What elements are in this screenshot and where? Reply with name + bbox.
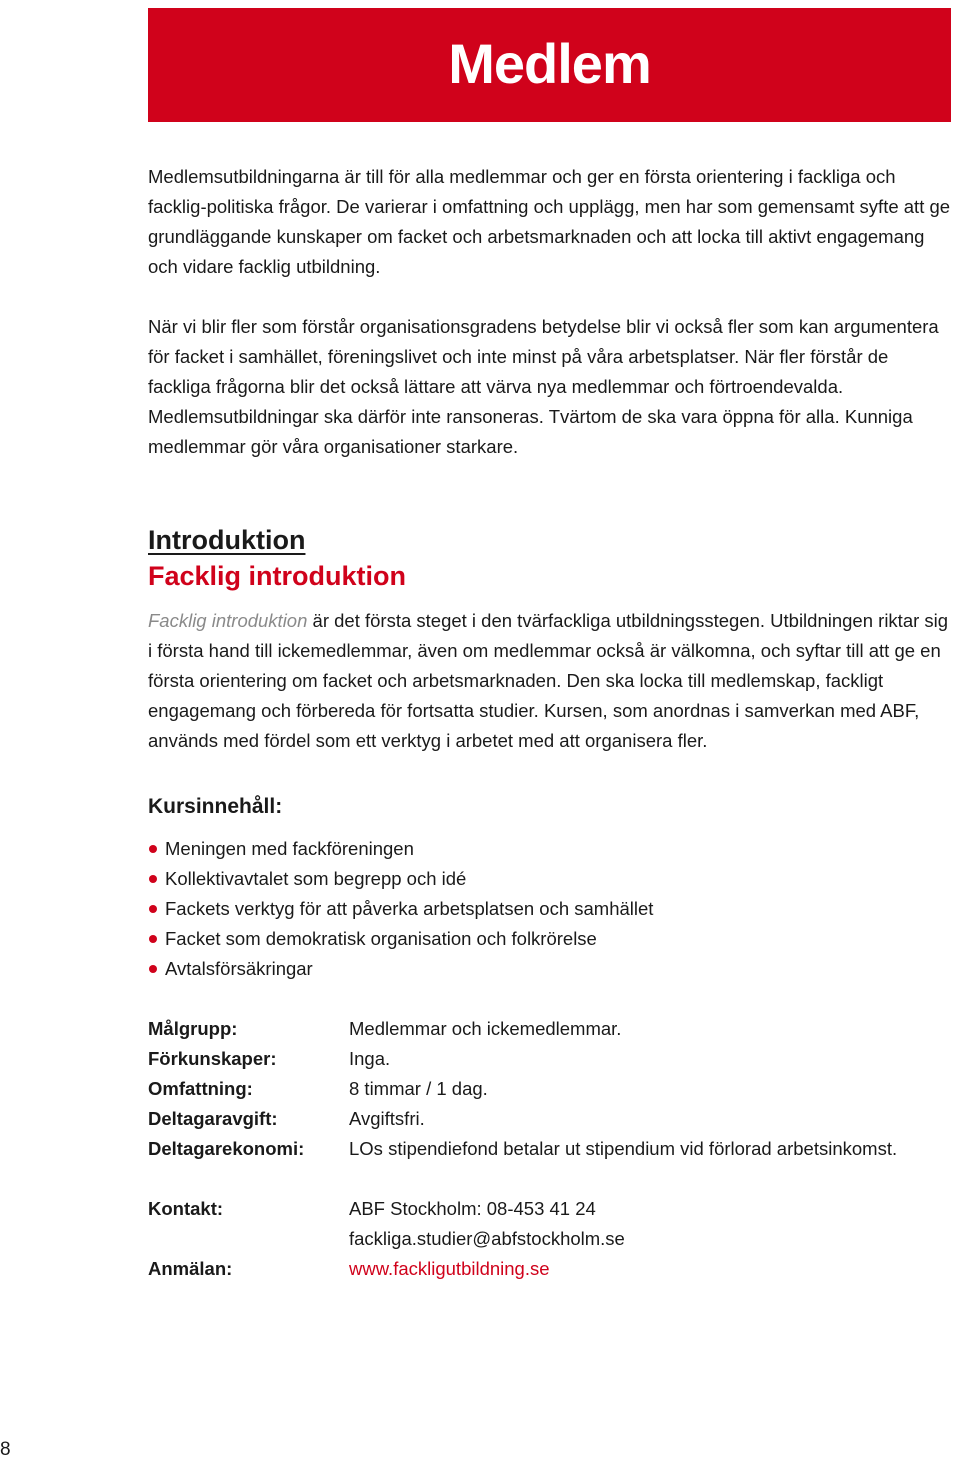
page-number: 8 — [0, 1439, 11, 1460]
bullet-icon — [149, 935, 157, 943]
course-info-table — [148, 1014, 897, 1284]
info-row — [148, 1104, 897, 1134]
registration-row — [148, 1254, 897, 1284]
info-value: 8 timmar / 1 dag. — [349, 1078, 488, 1099]
info-row — [148, 1134, 897, 1164]
info-row — [148, 1014, 897, 1044]
section-heading: Introduktion — [148, 525, 306, 555]
course-description-text: är det första steget i den tvärfackliga utbildningsstegen. Utbildningen riktar sig i första hand till ickemedlemmar, även om medlemmar också är välkomna, och syftar till att ge en första orientering om facket och arbetsmarknaden. Den ska locka till medlemskap, fackligt engagemang och förbereda för fortsatta studier. Kursen, som anordnas i samverkan med ABF, används med fördel som ett verktyg i arbetet med att organisera fler. — [148, 610, 949, 751]
contact-email-row — [148, 1224, 897, 1254]
list-item: Facket som demokratisk organisation och folkrörelse — [148, 924, 954, 954]
registration-link[interactable]: www.fackligutbildning.se — [349, 1258, 550, 1279]
contact-label: Kontakt: — [148, 1198, 224, 1219]
course-content-list — [148, 834, 954, 984]
intro-paragraph-2: När vi blir fler som förstår organisationsgradens betydelse blir vi också fler som kan argumentera för facket i samhället, föreningslivet och inte minst på våra arbetsplatser. När fler förstår de fackliga frågorna blir det också lättare att värva nya medlemmar och förtroendevalda. Medlemsutbildningar ska därför inte ransoneras. Tvärtom de ska vara öppna för alla. Kunniga medlemmar gör våra organisationer starkare. — [148, 316, 939, 457]
info-row — [148, 1044, 897, 1074]
intro-paragraph-1: Medlemsutbildningarna är till för alla medlemmar och ger en första orientering i fackliga och facklig-politiska frågor. De varierar i omfattning och upplägg, men har som gemensamt syfte att ge grundläggande kunskaper om facket och arbetsmarknaden och att locka till aktivt engagemang och vidare facklig utbildning. — [148, 166, 951, 277]
course-name-inline: Facklig introduktion — [148, 610, 308, 631]
list-item: Avtalsförsäkringar — [148, 954, 954, 984]
info-label: Målgrupp: — [148, 1018, 238, 1039]
course-content-heading: Kursinnehåll: — [148, 795, 283, 818]
info-label: Deltagarekonomi: — [148, 1138, 305, 1159]
course-title: Facklig introduktion — [148, 561, 407, 591]
list-item: Meningen med fackföreningen — [148, 834, 954, 864]
spacer-row — [148, 1164, 897, 1194]
contact-email[interactable]: fackliga.studier@abfstockholm.se — [349, 1228, 625, 1249]
page-title: Medlem — [448, 32, 651, 95]
bullet-icon — [149, 875, 157, 883]
main-content — [148, 162, 954, 1284]
info-label: Förkunskaper: — [148, 1048, 277, 1069]
list-item: Kollektivavtalet som begrepp och idé — [148, 864, 954, 894]
info-value: Avgiftsfri. — [349, 1108, 425, 1129]
info-value: LOs stipendiefond betalar ut stipendium vid förlorad arbetsinkomst. — [349, 1138, 898, 1159]
contact-phone: ABF Stockholm: 08-453 41 24 — [349, 1198, 596, 1219]
info-label: Omfattning: — [148, 1078, 253, 1099]
registration-label: Anmälan: — [148, 1258, 233, 1279]
title-banner — [148, 8, 951, 122]
contact-row — [148, 1194, 897, 1224]
bullet-icon — [149, 845, 157, 853]
info-row — [148, 1074, 897, 1104]
info-value: Inga. — [349, 1048, 391, 1069]
list-item: Fackets verktyg för att påverka arbetsplatsen och samhället — [148, 894, 954, 924]
course-description — [148, 606, 954, 756]
bullet-icon — [149, 965, 157, 973]
bullet-icon — [149, 905, 157, 913]
info-label: Deltagaravgift: — [148, 1108, 278, 1129]
info-value: Medlemmar och ickemedlemmar. — [349, 1018, 622, 1039]
